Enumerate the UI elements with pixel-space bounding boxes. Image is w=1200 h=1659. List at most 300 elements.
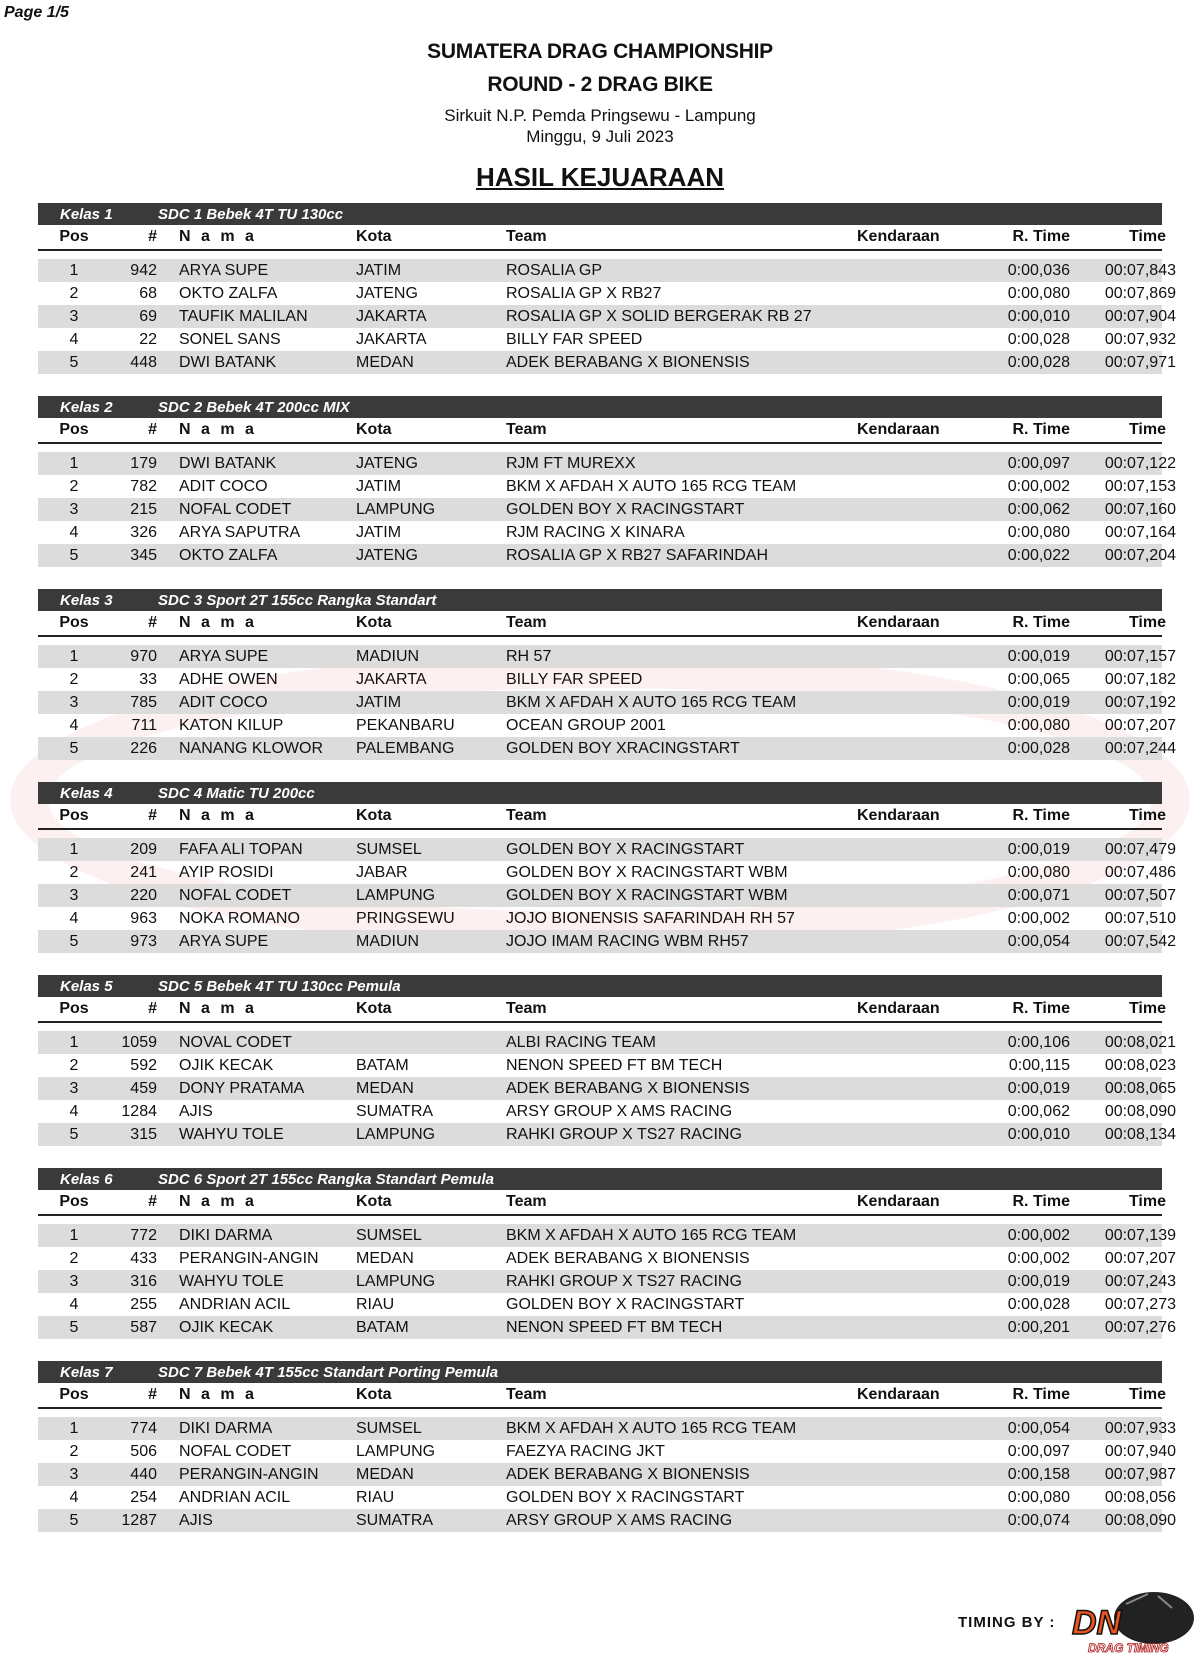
cell-team: GOLDEN BOY XRACINGSTART	[506, 739, 740, 757]
cell-team: NENON SPEED FT BM TECH	[506, 1318, 723, 1336]
svg-text:DRAG TIMING: DRAG TIMING	[1088, 1641, 1169, 1655]
cell-kota: JAKARTA	[356, 670, 427, 688]
cell-rtime: 0:00,115	[1008, 1056, 1070, 1074]
cell-nama: ARYA SUPE	[179, 647, 269, 665]
cell-nama: OKTO ZALFA	[179, 546, 278, 564]
event-title: SUMATERA DRAG CHAMPIONSHIP	[427, 40, 773, 63]
column-header-kota: Kota	[356, 228, 392, 245]
cell-num: 315	[130, 1125, 157, 1143]
cell-num: 1287	[121, 1511, 157, 1529]
cell-time: 00:07,542	[1104, 932, 1176, 950]
cell-team: BKM X AFDAH X AUTO 165 RCG TEAM	[506, 1226, 797, 1244]
cell-team: BKM X AFDAH X AUTO 165 RCG TEAM	[506, 1419, 797, 1437]
cell-num: 440	[130, 1465, 157, 1483]
class-header-bar	[38, 203, 1162, 225]
cell-team: FAEZYA RACING JKT	[506, 1442, 665, 1460]
column-header-row	[38, 418, 1166, 444]
column-header-pos: Pos	[59, 228, 89, 245]
cell-nama: AJIS	[179, 1511, 213, 1529]
column-header-time: Time	[1128, 228, 1166, 245]
cell-team: ARSY GROUP X AMS RACING	[506, 1102, 733, 1120]
venue: Sirkuit N.P. Pemda Pringsewu - Lampung	[444, 106, 756, 125]
cell-nama: DWI BATANK	[179, 353, 277, 371]
cell-pos: 3	[69, 693, 79, 711]
cell-nama: NOFAL CODET	[179, 886, 292, 904]
cell-team: GOLDEN BOY X RACINGSTART	[506, 840, 745, 858]
column-header-team: Team	[506, 421, 547, 438]
cell-pos: 4	[69, 1488, 79, 1506]
column-header-pos: Pos	[59, 807, 89, 824]
column-header-rtime: R. Time	[1012, 1386, 1070, 1403]
cell-team: GOLDEN BOY X RACINGSTART WBM	[506, 863, 788, 881]
cell-kota: JATIM	[356, 693, 402, 711]
cell-nama: DIKI DARMA	[179, 1419, 273, 1437]
column-header-kendaraan: Kendaraan	[857, 807, 940, 824]
cell-nama: DWI BATANK	[179, 454, 277, 472]
cell-pos: 2	[69, 1056, 79, 1074]
cell-pos: 3	[69, 1272, 79, 1290]
column-header-kendaraan: Kendaraan	[857, 1193, 940, 1210]
cell-num: 1284	[121, 1102, 157, 1120]
cell-kota: SUMSEL	[356, 840, 422, 858]
cell-time: 00:07,207	[1104, 1249, 1176, 1267]
column-header-kendaraan: Kendaraan	[857, 1000, 940, 1017]
class-number: Kelas 7	[60, 1363, 113, 1381]
cell-num: 942	[130, 261, 157, 279]
cell-num: 254	[130, 1488, 157, 1506]
cell-nama: NOKA ROMANO	[179, 909, 300, 927]
cell-nama: ADIT COCO	[179, 477, 268, 495]
cell-nama: AYIP ROSIDI	[179, 863, 274, 881]
cell-num: 33	[139, 670, 157, 688]
cell-pos: 5	[69, 932, 79, 950]
event-date: Minggu, 9 Juli 2023	[526, 127, 674, 146]
cell-num: 774	[130, 1419, 157, 1437]
cell-num: 209	[130, 840, 157, 858]
class-number: Kelas 6	[60, 1170, 113, 1188]
cell-nama: DONY PRATAMA	[179, 1079, 305, 1097]
cell-nama: SONEL SANS	[179, 330, 281, 348]
column-header-time: Time	[1128, 421, 1166, 438]
cell-time: 00:07,192	[1104, 693, 1176, 711]
table-row	[38, 305, 1176, 328]
table-row	[38, 1247, 1176, 1270]
class-number: Kelas 1	[60, 205, 113, 223]
cell-team: ROSALIA GP	[506, 261, 603, 279]
cell-nama: AJIS	[179, 1102, 213, 1120]
cell-pos: 3	[69, 1079, 79, 1097]
class-number: Kelas 4	[60, 784, 113, 802]
cell-pos: 5	[69, 546, 79, 564]
cell-kota: JATENG	[356, 284, 418, 302]
cell-team: ROSALIA GP X RB27	[506, 284, 662, 302]
cell-time: 00:08,021	[1104, 1033, 1176, 1051]
cell-time: 00:08,023	[1104, 1056, 1176, 1074]
table-row	[38, 861, 1176, 884]
cell-pos: 4	[69, 909, 79, 927]
cell-nama: FAFA ALI TOPAN	[179, 840, 303, 858]
column-header-num: #	[148, 614, 157, 631]
column-header-time: Time	[1128, 807, 1166, 824]
cell-rtime: 0:00,010	[1007, 307, 1070, 325]
class-name: SDC 1 Bebek 4T TU 130cc	[158, 205, 344, 223]
class-section	[38, 1361, 1176, 1532]
event-subtitle: ROUND - 2 DRAG BIKE	[487, 73, 713, 96]
cell-time: 00:07,243	[1104, 1272, 1176, 1290]
cell-kota: SUMATRA	[356, 1511, 434, 1529]
column-header-nama: N a m a	[179, 421, 257, 438]
cell-rtime: 0:00,028	[1007, 1295, 1070, 1313]
table-row	[38, 1270, 1176, 1293]
column-header-rtime: R. Time	[1012, 1000, 1070, 1017]
cell-kota: JATIM	[356, 261, 402, 279]
column-header-kota: Kota	[356, 1386, 392, 1403]
cell-kota: JATENG	[356, 546, 418, 564]
cell-nama: PERANGIN-ANGIN	[179, 1249, 319, 1267]
table-row	[38, 1054, 1176, 1077]
column-header-kendaraan: Kendaraan	[857, 614, 940, 631]
table-row	[38, 498, 1176, 521]
cell-nama: WAHYU TOLE	[179, 1272, 284, 1290]
cell-rtime: 0:00,158	[1007, 1465, 1070, 1483]
cell-nama: NOFAL CODET	[179, 1442, 292, 1460]
table-row	[38, 1077, 1176, 1100]
class-number: Kelas 3	[60, 591, 113, 609]
table-row	[38, 1509, 1176, 1532]
cell-kota: PALEMBANG	[356, 739, 455, 757]
table-row	[38, 1463, 1176, 1486]
column-header-pos: Pos	[59, 1386, 89, 1403]
column-header-num: #	[148, 807, 157, 824]
column-header-rtime: R. Time	[1012, 614, 1070, 631]
cell-team: JOJO BIONENSIS SAFARINDAH RH 57	[506, 909, 795, 927]
cell-kota: JAKARTA	[356, 330, 427, 348]
cell-time: 00:07,479	[1104, 840, 1176, 858]
cell-nama: DIKI DARMA	[179, 1226, 273, 1244]
class-section	[38, 589, 1176, 760]
table-row	[38, 521, 1176, 544]
cell-time: 00:08,090	[1104, 1102, 1176, 1120]
cell-kota: LAMPUNG	[356, 1272, 436, 1290]
svg-text:DN: DN	[1072, 1604, 1122, 1642]
column-header-time: Time	[1128, 1193, 1166, 1210]
class-section	[38, 396, 1176, 567]
cell-team: BILLY FAR SPEED	[506, 330, 643, 348]
cell-num: 68	[139, 284, 157, 302]
class-name: SDC 2 Bebek 4T 200cc MIX	[158, 398, 350, 416]
cell-team: ALBI RACING TEAM	[506, 1033, 656, 1051]
cell-time: 00:07,904	[1104, 307, 1176, 325]
table-row	[38, 282, 1176, 305]
cell-kota: LAMPUNG	[356, 1125, 436, 1143]
cell-time: 00:07,204	[1104, 546, 1176, 564]
column-header-row	[38, 1190, 1166, 1216]
cell-rtime: 0:00,080	[1007, 1488, 1070, 1506]
class-section	[38, 203, 1176, 374]
cell-rtime: 0:00,002	[1007, 909, 1070, 927]
cell-rtime: 0:00,080	[1007, 523, 1070, 541]
cell-pos: 1	[69, 261, 79, 279]
class-number: Kelas 5	[60, 977, 113, 995]
cell-pos: 5	[69, 739, 79, 757]
cell-time: 00:08,065	[1104, 1079, 1176, 1097]
class-header-bar	[38, 1168, 1162, 1190]
column-header-num: #	[148, 228, 157, 245]
cell-time: 00:07,869	[1104, 284, 1176, 302]
column-header-time: Time	[1128, 1000, 1166, 1017]
cell-kota: BATAM	[356, 1318, 409, 1336]
class-number: Kelas 2	[60, 398, 113, 416]
cell-kota: RIAU	[356, 1488, 395, 1506]
cell-num: 179	[130, 454, 157, 472]
column-header-team: Team	[506, 614, 547, 631]
cell-team: NENON SPEED FT BM TECH	[506, 1056, 723, 1074]
cell-kota: RIAU	[356, 1295, 395, 1313]
cell-team: BKM X AFDAH X AUTO 165 RCG TEAM	[506, 693, 797, 711]
table-row	[38, 1224, 1176, 1247]
cell-team: JOJO IMAM RACING WBM RH57	[506, 932, 749, 950]
table-row	[38, 884, 1176, 907]
table-row	[38, 1100, 1176, 1123]
cell-team: RH 57	[506, 647, 552, 665]
cell-kota: BATAM	[356, 1056, 409, 1074]
cell-team: GOLDEN BOY X RACINGSTART	[506, 500, 745, 518]
table-row	[38, 1123, 1176, 1146]
column-header-team: Team	[506, 807, 547, 824]
cell-time: 00:07,273	[1104, 1295, 1176, 1313]
column-header-num: #	[148, 1193, 157, 1210]
cell-time: 00:07,153	[1104, 477, 1176, 495]
table-row	[38, 351, 1176, 374]
cell-num: 433	[130, 1249, 157, 1267]
cell-team: GOLDEN BOY X RACINGSTART	[506, 1488, 745, 1506]
cell-team: ROSALIA GP X SOLID BERGERAK RB 27	[506, 307, 812, 325]
cell-team: RJM RACING X KINARA	[506, 523, 685, 541]
cell-rtime: 0:00,062	[1007, 1102, 1070, 1120]
cell-rtime: 0:00,065	[1007, 670, 1070, 688]
cell-time: 00:07,182	[1104, 670, 1176, 688]
cell-kota: LAMPUNG	[356, 500, 436, 518]
cell-team: BKM X AFDAH X AUTO 165 RCG TEAM	[506, 477, 797, 495]
cell-num: 963	[130, 909, 157, 927]
cell-time: 00:07,157	[1104, 647, 1176, 665]
cell-pos: 5	[69, 1318, 79, 1336]
cell-time: 00:08,134	[1104, 1125, 1176, 1143]
column-header-kota: Kota	[356, 1000, 392, 1017]
class-header-bar	[38, 589, 1162, 611]
cell-num: 326	[130, 523, 157, 541]
cell-num: 255	[130, 1295, 157, 1313]
cell-kota: MEDAN	[356, 1465, 414, 1483]
column-header-pos: Pos	[59, 421, 89, 438]
cell-pos: 5	[69, 1125, 79, 1143]
cell-nama: OJIK KECAK	[179, 1318, 274, 1336]
cell-time: 00:07,510	[1104, 909, 1176, 927]
cell-time: 00:07,244	[1104, 739, 1176, 757]
cell-rtime: 0:00,062	[1007, 500, 1070, 518]
cell-num: 587	[130, 1318, 157, 1336]
column-header-kendaraan: Kendaraan	[857, 228, 940, 245]
cell-time: 00:07,276	[1104, 1318, 1176, 1336]
column-header-team: Team	[506, 1193, 547, 1210]
cell-team: ADEK BERABANG X BIONENSIS	[506, 1079, 750, 1097]
cell-time: 00:07,933	[1104, 1419, 1176, 1437]
cell-pos: 2	[69, 863, 79, 881]
class-name: SDC 5 Bebek 4T TU 130cc Pemula	[158, 977, 401, 995]
cell-nama: ANDRIAN ACIL	[179, 1488, 291, 1506]
cell-rtime: 0:00,028	[1007, 739, 1070, 757]
cell-kota: MADIUN	[356, 647, 420, 665]
cell-pos: 2	[69, 477, 79, 495]
cell-pos: 3	[69, 307, 79, 325]
table-row	[38, 544, 1176, 567]
cell-kota: PEKANBARU	[356, 716, 455, 734]
column-header-nama: N a m a	[179, 1386, 257, 1403]
class-section	[38, 782, 1176, 953]
cell-rtime: 0:00,019	[1007, 693, 1070, 711]
page-number: Page 1/5	[4, 4, 69, 21]
cell-pos: 1	[69, 647, 79, 665]
cell-pos: 2	[69, 670, 79, 688]
cell-time: 00:07,507	[1104, 886, 1176, 904]
column-header-nama: N a m a	[179, 1193, 257, 1210]
cell-rtime: 0:00,022	[1007, 546, 1070, 564]
cell-rtime: 0:00,019	[1007, 647, 1070, 665]
cell-team: RAHKI GROUP X TS27 RACING	[506, 1272, 742, 1290]
cell-kota: JABAR	[356, 863, 408, 881]
cell-pos: 4	[69, 523, 79, 541]
cell-time: 00:08,056	[1104, 1488, 1176, 1506]
cell-time: 00:07,122	[1104, 454, 1176, 472]
column-header-nama: N a m a	[179, 1000, 257, 1017]
cell-team: OCEAN GROUP 2001	[506, 716, 666, 734]
cell-kota: JATIM	[356, 477, 402, 495]
table-row	[38, 1417, 1176, 1440]
cell-time: 00:07,164	[1104, 523, 1176, 541]
cell-time: 00:07,207	[1104, 716, 1176, 734]
cell-team: GOLDEN BOY X RACINGSTART WBM	[506, 886, 788, 904]
cell-kota: JATIM	[356, 523, 402, 541]
cell-num: 1059	[121, 1033, 157, 1051]
column-header-team: Team	[506, 228, 547, 245]
cell-rtime: 0:00,036	[1007, 261, 1070, 279]
table-row	[38, 259, 1176, 282]
cell-pos: 4	[69, 716, 79, 734]
cell-rtime: 0:00,106	[1007, 1033, 1070, 1051]
cell-pos: 4	[69, 1102, 79, 1120]
cell-kota: MEDAN	[356, 1249, 414, 1267]
cell-rtime: 0:00,010	[1007, 1125, 1070, 1143]
column-header-row	[38, 804, 1166, 830]
column-header-team: Team	[506, 1000, 547, 1017]
dn-drag-timing-logo	[1068, 1590, 1196, 1656]
cell-nama: NOFAL CODET	[179, 500, 292, 518]
cell-time: 00:07,486	[1104, 863, 1176, 881]
column-header-row	[38, 1383, 1166, 1409]
column-header-row	[38, 225, 1166, 251]
cell-pos: 3	[69, 500, 79, 518]
cell-nama: ARYA SAPUTRA	[179, 523, 301, 541]
cell-kota: JATENG	[356, 454, 418, 472]
column-header-rtime: R. Time	[1012, 807, 1070, 824]
cell-team: BILLY FAR SPEED	[506, 670, 643, 688]
cell-num: 22	[139, 330, 157, 348]
cell-rtime: 0:00,019	[1007, 1079, 1070, 1097]
cell-pos: 1	[69, 1419, 79, 1437]
column-header-rtime: R. Time	[1012, 228, 1070, 245]
cell-nama: KATON KILUP	[179, 716, 284, 734]
cell-pos: 4	[69, 330, 79, 348]
cell-kota: LAMPUNG	[356, 886, 436, 904]
cell-rtime: 0:00,028	[1007, 353, 1070, 371]
column-header-team: Team	[506, 1386, 547, 1403]
cell-num: 772	[130, 1226, 157, 1244]
cell-pos: 1	[69, 1033, 79, 1051]
cell-rtime: 0:00,019	[1007, 1272, 1070, 1290]
column-header-pos: Pos	[59, 1193, 89, 1210]
column-header-pos: Pos	[59, 614, 89, 631]
cell-pos: 1	[69, 1226, 79, 1244]
cell-rtime: 0:00,071	[1007, 886, 1070, 904]
class-header-bar	[38, 1361, 1162, 1383]
cell-time: 00:08,090	[1104, 1511, 1176, 1529]
cell-num: 220	[130, 886, 157, 904]
column-header-rtime: R. Time	[1012, 421, 1070, 438]
table-row	[38, 907, 1176, 930]
column-header-row	[38, 611, 1166, 637]
class-name: SDC 4 Matic TU 200cc	[158, 784, 315, 802]
table-row	[38, 930, 1176, 953]
cell-nama: NOVAL CODET	[179, 1033, 292, 1051]
cell-nama: ANDRIAN ACIL	[179, 1295, 291, 1313]
cell-time: 00:07,940	[1104, 1442, 1176, 1460]
results-heading: HASIL KEJUARAAN	[476, 162, 724, 192]
cell-rtime: 0:00,080	[1007, 716, 1070, 734]
table-row	[38, 1031, 1176, 1054]
cell-num: 785	[130, 693, 157, 711]
cell-num: 316	[130, 1272, 157, 1290]
column-header-kota: Kota	[356, 614, 392, 631]
cell-pos: 2	[69, 1249, 79, 1267]
column-header-nama: N a m a	[179, 228, 257, 245]
cell-kota: SUMSEL	[356, 1226, 422, 1244]
column-header-kota: Kota	[356, 1193, 392, 1210]
table-row	[38, 1293, 1176, 1316]
column-header-kota: Kota	[356, 421, 392, 438]
column-header-num: #	[148, 1000, 157, 1017]
cell-time: 00:07,932	[1104, 330, 1176, 348]
table-row	[38, 475, 1176, 498]
cell-nama: ARYA SUPE	[179, 932, 269, 950]
cell-rtime: 0:00,080	[1007, 863, 1070, 881]
table-row	[38, 737, 1176, 760]
cell-rtime: 0:00,097	[1007, 1442, 1070, 1460]
column-header-kendaraan: Kendaraan	[857, 421, 940, 438]
cell-time: 00:07,987	[1104, 1465, 1176, 1483]
cell-kota: MEDAN	[356, 1079, 414, 1097]
cell-num: 241	[130, 863, 157, 881]
cell-kota: MADIUN	[356, 932, 420, 950]
cell-rtime: 0:00,097	[1007, 454, 1070, 472]
cell-rtime: 0:00,054	[1007, 932, 1070, 950]
cell-nama: WAHYU TOLE	[179, 1125, 284, 1143]
cell-nama: ADIT COCO	[179, 693, 268, 711]
table-row	[38, 1316, 1176, 1339]
table-row	[38, 328, 1176, 351]
class-name: SDC 3 Sport 2T 155cc Rangka Standart	[158, 591, 437, 609]
class-header-bar	[38, 396, 1162, 418]
cell-nama: OKTO ZALFA	[179, 284, 278, 302]
